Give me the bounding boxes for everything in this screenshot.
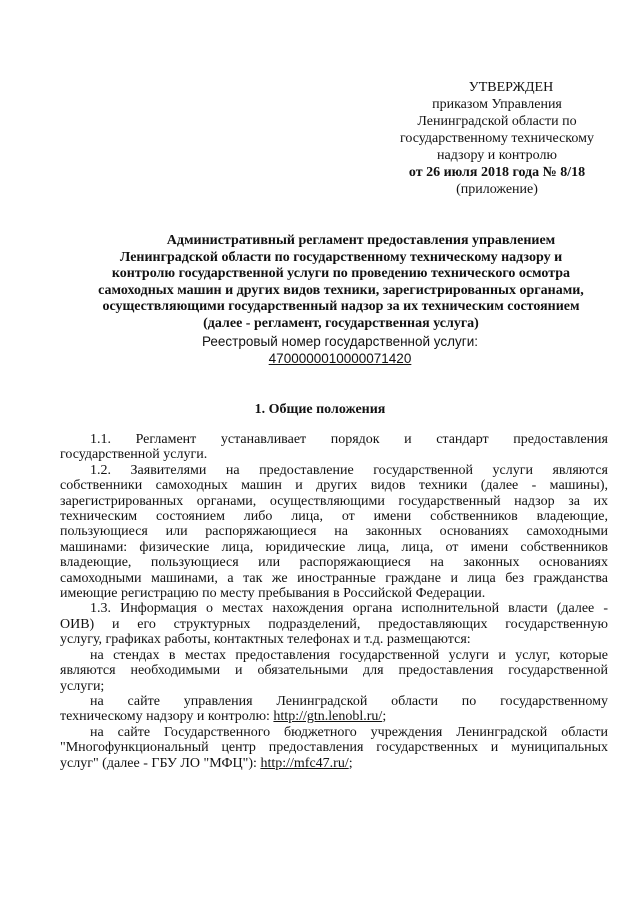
document-title [76,233,606,332]
title-line: осуществляющими государственный надзор за их техническим состоянием [102,299,580,314]
gtn-site-link[interactable]: http://gtn.lenobl.ru/ [273,709,383,725]
link-lead-text: техническому надзору и контролю: [60,709,274,725]
title-line: Ленинградской области по государственному техническому надзору и [119,249,563,265]
paragraph-line: собственники самоходных машин и других видов техники (далее - машины), [60,478,608,494]
mfc-site-link[interactable]: http://mfc47.ru/ [260,755,349,771]
paragraph-line: 1.3. Информация о местах нахождения органа исполнительной власти (далее - [90,601,608,617]
approval-line: надзору и контролю [437,148,557,163]
approval-heading: УТВЕРЖДЕН [468,80,554,95]
paragraph-line: техническим состоянием либо лица, от имени собственников владеющие, [60,509,608,525]
paragraph-line: владеющие, пользующиеся или распоряжающиеся на законных основаниях [60,555,608,571]
document-body [60,432,608,771]
approval-line: приказом Управления [432,97,562,112]
registry-number: 4700000010000071420 [268,351,412,366]
paragraph-line [60,756,608,771]
paragraph-line: на стендах в местах предоставления государственной услуги и услуг, которые [90,647,608,663]
approval-date: от 26 июля 2018 года № 8/18 [408,165,586,180]
approval-note: (приложение) [456,182,538,197]
title-line: контролю государственной услуги по проведению технического осмотра [111,266,571,281]
paragraph-line: имеющие регистрацию по месту пребывания в Российской Федерации. [60,586,486,602]
paragraph-line: на сайте управления Ленинградской области по государственному [90,693,608,709]
paragraph-line: зарегистрированных органами, осуществляющими государственный надзор за их [60,493,608,509]
paragraph-line: государственной услуги. [60,447,208,463]
paragraph-line: являются необходимыми и обязательными для предоставления государственной [60,663,608,679]
paragraph-line: на сайте Государственного бюджетного учреждения Ленинградской области [90,724,608,740]
paragraph-line: "Многофункциональный центр предоставления государственных и муниципальных [60,740,608,756]
paragraph-line: машинами: физические лица, юридические лица, лица, от имени собственников [60,539,608,555]
approval-block [380,79,614,198]
paragraph-line: ОИВ) и его структурных подразделений, предоставляющих государственную [60,616,608,632]
title-line: самоходных машин и других видов техники, зарегистрированных органами, [98,282,584,298]
punctuation: ; [348,755,353,771]
approval-line: Ленинградской области по [417,114,577,129]
link-lead-text: услуг" (далее - ГБУ ЛО "МФЦ"): [60,755,261,771]
registry-label: Реестровый номер государственной услуги: [202,334,478,349]
title-line: (далее - регламент, государственная услуга) [203,315,479,331]
registry-block [100,333,580,367]
paragraph-line: услугу, графиках работы, контактных телефонах и т.д. размещаются: [60,632,471,648]
paragraph-line: услуги; [60,678,105,694]
paragraph-line: 1.2. Заявителями на предоставление государственной услуги являются [90,462,608,478]
paragraph-line [60,709,608,724]
title-line: Административный регламент предоставления управлением [166,233,556,248]
paragraph-line: 1.1. Регламент устанавливает порядок и стандарт предоставления [90,432,608,447]
punctuation: ; [382,709,387,725]
section-heading: 1. Общие положения [254,402,386,417]
paragraph-line: самоходными машинами, а так же иностранные граждане и лица без гражданства [60,570,608,586]
approval-line: государственному техническому [399,131,594,146]
paragraph-line: пользующиеся или распоряжающиеся на законных основаниях самоходными [60,524,608,540]
